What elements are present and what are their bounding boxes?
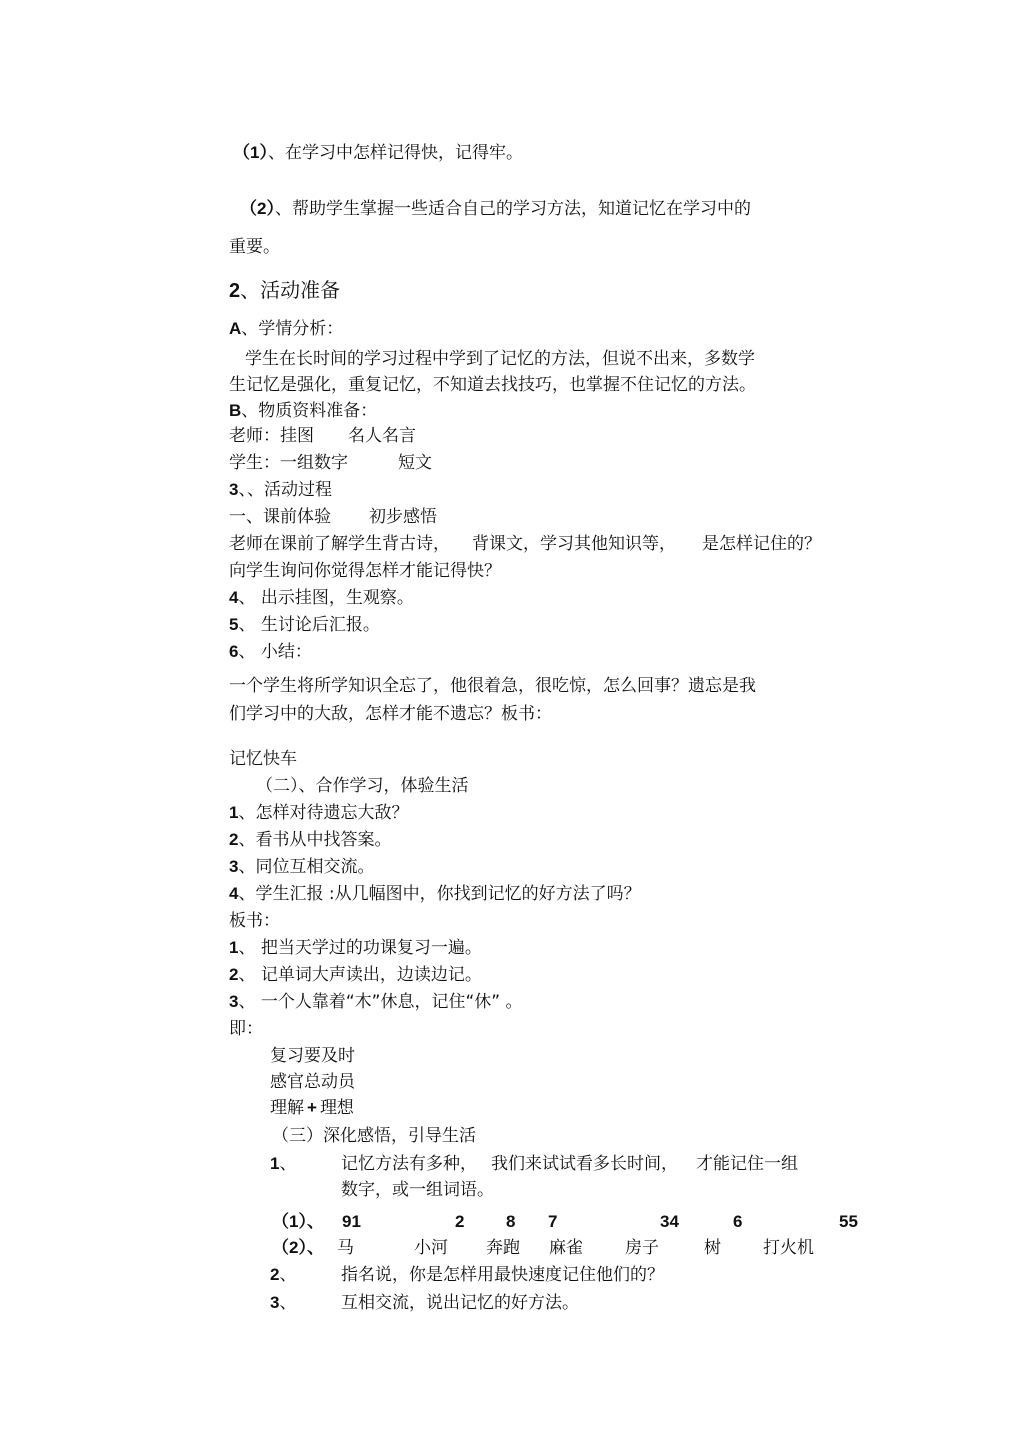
section-title: 、、活动过程 xyxy=(238,480,332,500)
text-segment: 背课文，学习其他知识等， xyxy=(472,534,676,554)
paragraph-line: 们学习中的大敌，怎样才能不遗忘？板书： xyxy=(229,704,552,724)
word-item: 麻雀 xyxy=(549,1238,583,1258)
method-number: 3 xyxy=(229,992,239,1011)
section-number: 3 xyxy=(229,480,239,499)
word-item: 马 xyxy=(337,1238,354,1258)
method-1 xyxy=(229,937,482,959)
task-separator: 、 xyxy=(279,1293,297,1313)
question-text: 、看书从中找答案。 xyxy=(238,830,392,850)
number-item: 55 xyxy=(839,1212,858,1231)
task-2 xyxy=(270,1264,296,1286)
number-item: 7 xyxy=(548,1212,558,1231)
section-title: 、活动准备 xyxy=(240,278,341,302)
paragraph-line: 学生在长时间的学习过程中学到了记忆的方法，但说不出来，多数学 xyxy=(245,349,755,369)
part-3-heading: （三）深化感悟，引导生活 xyxy=(272,1126,476,1146)
mnemonic-2: 感官总动员 xyxy=(270,1072,355,1092)
task-3-text: 互相交流，说出记忆的好方法。 xyxy=(341,1293,579,1313)
step-number: 6 xyxy=(229,642,239,661)
paragraph-line: 一个学生将所学知识全忘了，他很着急，很吃惊，怎么回事？遗忘是我 xyxy=(229,676,756,696)
method-number: 1 xyxy=(229,938,239,957)
student-item: 短文 xyxy=(398,453,432,473)
step-number: 4 xyxy=(229,588,239,607)
question-number: 2 xyxy=(229,830,239,849)
task-separator: 、 xyxy=(279,1154,297,1174)
step-text: 、 生讨论后汇报。 xyxy=(238,615,380,635)
task-1 xyxy=(270,1153,296,1175)
question-number: 1 xyxy=(229,803,239,822)
method-2 xyxy=(229,964,482,986)
teacher-materials xyxy=(229,425,416,447)
subheading-text: 、学情分析： xyxy=(241,319,344,339)
word-item: 房子 xyxy=(625,1238,659,1258)
step-text: 、 小结： xyxy=(238,642,312,662)
text-segment: 老师在课前了解学生背古诗， xyxy=(229,534,450,554)
question-4 xyxy=(229,883,641,905)
subheading-materials xyxy=(229,400,377,422)
objective-2 xyxy=(240,198,751,220)
step-5 xyxy=(229,614,380,636)
student-materials xyxy=(229,452,432,474)
section-heading-process xyxy=(229,479,332,501)
board-title: 记忆快车 xyxy=(229,749,297,769)
question-text: 、怎样对待遗忘大敌？ xyxy=(238,803,409,823)
method-number: 2 xyxy=(229,965,239,984)
step-text: 、 出示挂图，生观察。 xyxy=(238,588,414,608)
step-6 xyxy=(229,641,312,663)
part-1-subtitle: 初步感悟 xyxy=(369,507,437,527)
text-segment: 是怎样记住的？ xyxy=(702,534,821,554)
task-number: 2 xyxy=(270,1265,280,1284)
ji-label: 即： xyxy=(229,1019,263,1039)
text-segment: 理解 xyxy=(270,1098,304,1118)
number-item: 8 xyxy=(506,1212,516,1231)
number-item: 6 xyxy=(733,1212,743,1231)
question-number: 4 xyxy=(229,884,239,903)
words-label: （2）、 xyxy=(272,1238,324,1257)
objective-1-text: 、在学习中怎样记得快，记得牢。 xyxy=(267,143,523,163)
question-text: 、同位互相交流。 xyxy=(238,857,375,877)
question-number: 3 xyxy=(229,857,239,876)
task-1-text xyxy=(341,1153,798,1175)
paragraph-line: 向学生询问你觉得怎样才能记得快？ xyxy=(229,561,501,581)
number-item: 2 xyxy=(455,1212,465,1231)
question-text: 、学生汇报 :从几幅图中，你找到记忆的好方法了吗？ xyxy=(238,884,641,904)
subheading-analysis xyxy=(229,318,343,340)
part-1-heading xyxy=(229,506,437,528)
task-separator: 、 xyxy=(279,1265,297,1285)
teacher-label: 老师：挂图 xyxy=(229,426,314,446)
number-item: 34 xyxy=(660,1212,679,1231)
subheading-text: 、物质资料准备： xyxy=(241,401,378,421)
question-3 xyxy=(229,856,374,878)
numbers-row xyxy=(272,1211,324,1233)
objective-2-text: 、帮助学生掌握一些适合自己的学习方法，知道记忆在学习中的 xyxy=(274,199,751,219)
word-item: 树 xyxy=(704,1238,721,1258)
objective-1 xyxy=(233,142,523,164)
word-item: 打火机 xyxy=(763,1238,814,1258)
task-1-continuation: 数字，或一组词语。 xyxy=(341,1180,494,1200)
method-text: 、 记单词大声读出，边读边记。 xyxy=(238,965,482,985)
section-number: 2 xyxy=(229,280,241,302)
word-item: 小河 xyxy=(414,1238,448,1258)
text-segment: 我们来试试看多长时间， xyxy=(491,1154,678,1174)
step-4 xyxy=(229,587,414,609)
mnemonic-1: 复习要及时 xyxy=(270,1046,355,1066)
words-row xyxy=(272,1237,324,1259)
part-2-heading: （二）、合作学习，体验生活 xyxy=(256,776,469,796)
objective-2-continuation: 重要。 xyxy=(229,237,280,257)
subheading-letter: A xyxy=(229,319,242,338)
part-1-title: 一、课前体验 xyxy=(229,507,331,527)
question-1 xyxy=(229,802,408,824)
task-number: 3 xyxy=(270,1293,280,1312)
text-segment: 记忆方法有多种， xyxy=(341,1154,477,1174)
plus-sign: + xyxy=(307,1098,317,1117)
text-segment: 理想 xyxy=(319,1098,354,1118)
mnemonic-3 xyxy=(270,1097,354,1119)
number-item: 91 xyxy=(342,1212,361,1231)
task-2-text: 指名说，你是怎样用最快速度记住他们的？ xyxy=(341,1265,664,1285)
teacher-item: 名人名言 xyxy=(348,426,416,446)
task-3 xyxy=(270,1292,296,1314)
numbers-label: （1）、 xyxy=(272,1212,324,1231)
word-item: 奔跑 xyxy=(486,1238,520,1258)
question-2 xyxy=(229,829,391,851)
board-label: 板书： xyxy=(229,911,280,931)
paragraph-line xyxy=(229,533,821,555)
method-3 xyxy=(229,991,523,1013)
task-number: 1 xyxy=(270,1154,280,1173)
student-label: 学生：一组数字 xyxy=(229,453,348,473)
step-number: 5 xyxy=(229,615,239,634)
subheading-letter: B xyxy=(229,401,242,420)
objective-1-number: （1） xyxy=(233,143,268,162)
method-text: 、 把当天学过的功课复习一遍。 xyxy=(238,938,482,958)
method-text: 、 一个人靠着“木”休息，记住“休” 。 xyxy=(238,992,523,1012)
paragraph-line: 生记忆是强化，重复记忆，不知道去找技巧，也掌握不住记忆的方法。 xyxy=(229,375,756,395)
objective-2-number: （2） xyxy=(240,199,275,218)
text-segment: 才能记住一组 xyxy=(696,1154,798,1174)
section-heading-prep xyxy=(229,279,340,302)
